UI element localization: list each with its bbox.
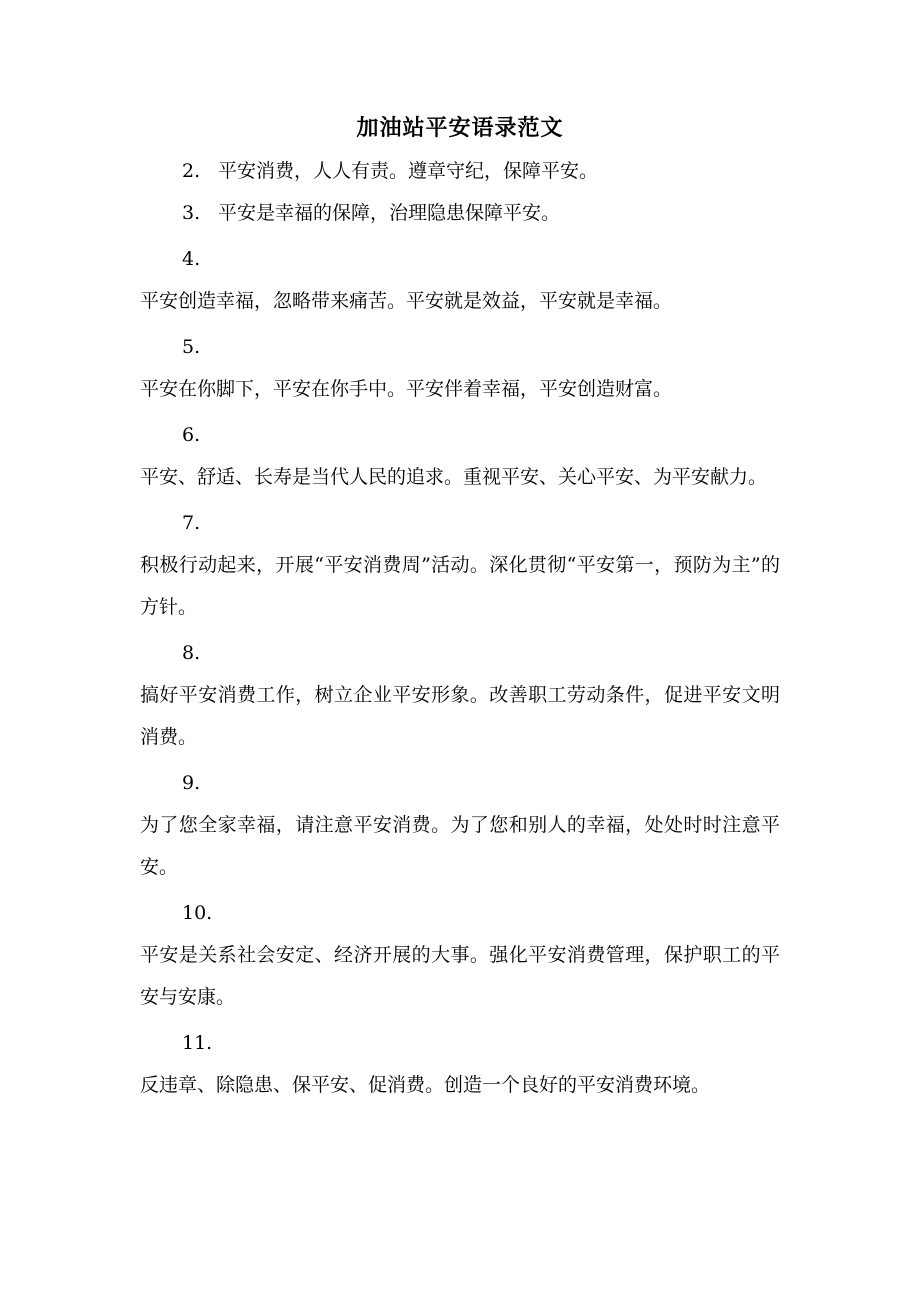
item-number: 6.	[182, 424, 201, 446]
item-text: 平安是幸福的保障，治理隐患保障平安。	[218, 202, 561, 224]
list-item	[140, 632, 780, 758]
item-text: 平安消费，人人有责。遵章守纪，保障平安。	[218, 160, 599, 182]
item-text: 搞好平安消费工作，树立企业平安形象。改善职工劳动条件，促进平安文明消费。	[140, 684, 780, 748]
item-number: 11.	[182, 1032, 213, 1054]
item-number: 10.	[182, 902, 213, 924]
item-text: 平安创造幸福，忽略带来痛苦。平安就是效益，平安就是幸福。	[140, 290, 673, 312]
item-text: 平安在你脚下，平安在你手中。平安伴着幸福，平安创造财富。	[140, 378, 673, 400]
item-text: 为了您全家幸福，请注意平安消费。为了您和别人的幸福，处处时时注意平安。	[140, 814, 780, 878]
item-number: 2.	[182, 160, 201, 182]
item-text: 积极行动起来，开展“平安消费周”活动。深化贯彻“平安第一，预防为主”的方针。	[140, 554, 780, 618]
item-number: 8.	[182, 642, 201, 664]
document-title: 加油站平安语录范文	[356, 115, 564, 141]
list-item	[140, 414, 780, 498]
list-item	[140, 326, 780, 410]
list-item	[140, 150, 780, 192]
list-item	[140, 238, 780, 322]
list-item	[140, 892, 780, 1018]
item-number: 4.	[182, 248, 201, 270]
list-item	[140, 192, 780, 234]
item-text: 平安是关系社会安定、经济开展的大事。强化平安消费管理，保护职工的平安与安康。	[140, 944, 780, 1008]
item-number: 5.	[182, 336, 201, 358]
list-item	[140, 1022, 780, 1106]
document-page	[140, 110, 780, 1106]
list-item	[140, 502, 780, 628]
list-item	[140, 762, 780, 888]
item-text: 平安、舒适、长寿是当代人民的追求。重视平安、关心平安、为平安献力。	[140, 466, 768, 488]
item-number: 3.	[182, 202, 201, 224]
item-text: 反违章、除隐患、保平安、促消费。创造一个良好的平安消费环境。	[140, 1074, 711, 1096]
item-number: 9.	[182, 772, 201, 794]
item-number: 7.	[182, 512, 201, 534]
